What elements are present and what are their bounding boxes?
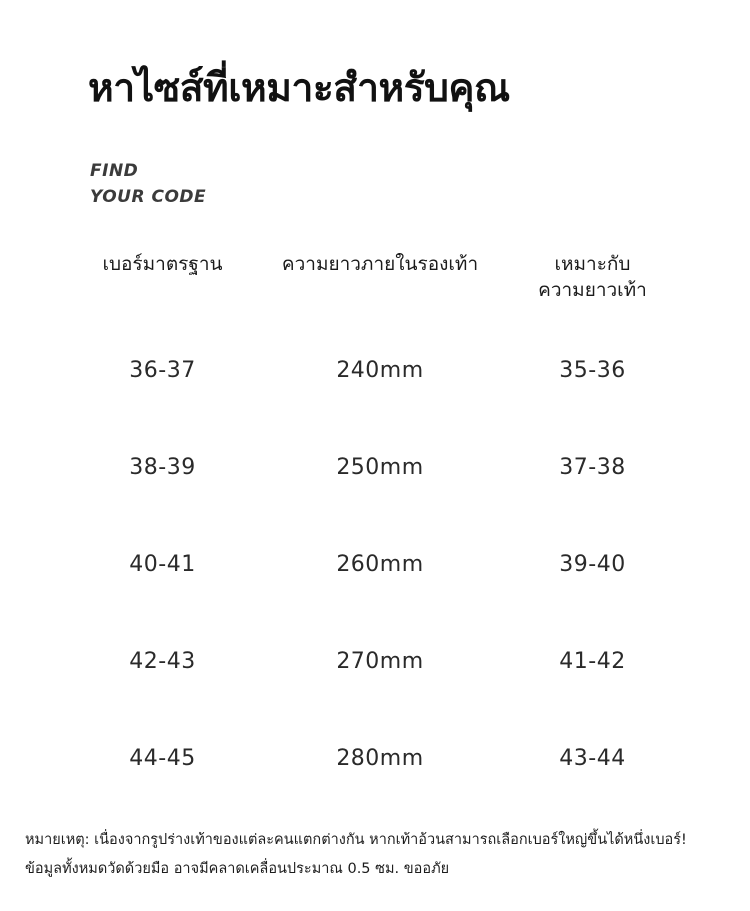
cell-foot-length: 39-40 — [559, 552, 626, 577]
table-row — [60, 613, 690, 710]
page-subtitle — [90, 158, 206, 211]
cell-standard-size: 40-41 — [129, 552, 196, 577]
cell-foot-length: 41-42 — [559, 649, 626, 674]
column-header-standard-size: เบอร์มาตรฐาน — [102, 253, 223, 275]
table-header-row — [60, 250, 690, 322]
cell-insole-length: 260mm — [336, 552, 424, 577]
column-header-foot-length-line-2: ความยาวเท้า — [538, 278, 647, 301]
cell-standard-size: 38-39 — [129, 455, 196, 480]
table-row — [60, 710, 690, 807]
table-row — [60, 322, 690, 419]
footnote-line-1: หมายเหตุ: เนื่องจากรูปร่างเท้าของแต่ละคนแตกต่างกัน หากเท้าอ้วนสามารถเลือกเบอร์ใหญ่ขึ้นได้หนึ่งเบอร์! — [25, 832, 687, 848]
size-table — [60, 250, 690, 807]
cell-standard-size: 42-43 — [129, 649, 196, 674]
cell-insole-length: 270mm — [336, 649, 424, 674]
cell-standard-size: 36-37 — [129, 358, 196, 383]
column-header-foot-length — [495, 250, 690, 303]
subtitle-line-1: FIND — [90, 161, 139, 181]
page-title: หาไซส์ที่เหมาะสำหรับคุณ — [88, 66, 510, 111]
cell-insole-length: 250mm — [336, 455, 424, 480]
column-header-foot-length-line-1: เหมาะกับ — [554, 253, 631, 275]
cell-standard-size: 44-45 — [129, 746, 196, 771]
subtitle-line-2: YOUR CODE — [90, 187, 207, 208]
table-row — [60, 516, 690, 613]
cell-insole-length: 280mm — [336, 746, 424, 771]
column-header-insole-length: ความยาวภายในรองเท้า — [281, 253, 479, 275]
table-row — [60, 419, 690, 516]
cell-foot-length: 35-36 — [559, 358, 626, 383]
footnotes — [25, 826, 735, 884]
cell-insole-length: 240mm — [336, 358, 424, 383]
cell-foot-length: 43-44 — [559, 746, 626, 771]
footnote-line-2: ข้อมูลทั้งหมดวัดด้วยมือ อาจมีคลาดเคลื่อนประมาณ 0.5 ซม. ขออภัย — [25, 861, 450, 877]
cell-foot-length: 37-38 — [559, 455, 626, 480]
